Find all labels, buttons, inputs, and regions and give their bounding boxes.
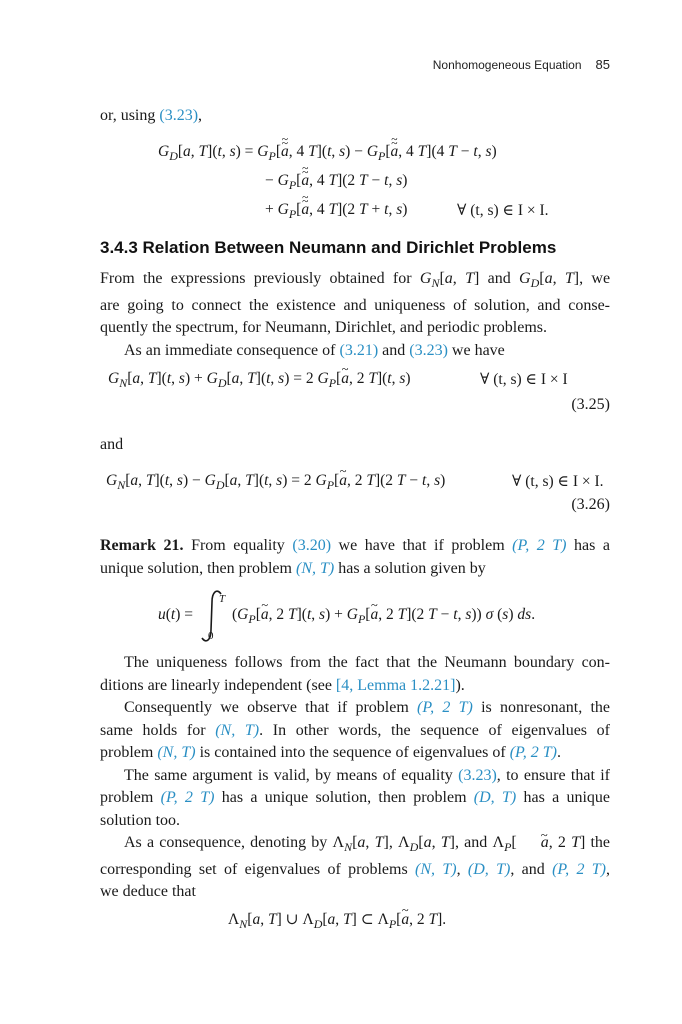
para2-suffix: we have: [447, 341, 505, 359]
para1-line3: quently the spectrum, for Neumann, Dirichlet, and periodic problems.: [100, 319, 547, 337]
remark-text2: we have that if problem: [331, 537, 513, 554]
running-header: [433, 57, 610, 72]
para2-mid: and: [378, 341, 410, 359]
remark-label: Remark 21.: [100, 537, 184, 554]
asc-line2a: corresponding set of eigenvalues of problems: [100, 860, 415, 878]
page-number: 85: [595, 57, 610, 72]
cons-line3c: .: [556, 744, 561, 761]
equation-number-3-26: (3.26): [571, 496, 610, 513]
same-line3: solution too.: [100, 811, 181, 829]
integral-upper-limit: T: [219, 593, 226, 605]
ref-3-20[interactable]: (3.20): [292, 537, 332, 554]
paragraph-1: From the expressions previously obtained for $G_N[a$, T] and $G_D[a$, T], we are going to connect the existence and uniqueness of solution, and conse- quently the spectrum, for Neumann, Dirichlet, and periodic problems. As an immediate consequence of (3.21) and (3.23) we have: [100, 270, 611, 359]
equation-number-3-25: (3.25): [571, 396, 610, 413]
equation-gd-domain: ∀ (t, s) ∈ I × I.: [457, 202, 549, 219]
para2-prefix: As an immediate consequence of: [124, 341, 340, 359]
cons-line1b: is nonresonant, the: [472, 699, 611, 716]
equation-3-25: $G_N[a$, T](t, $s) + G_D[a$, T](t, s) = 2 $G_P[a$ ~, 2 T](t, s): [108, 370, 411, 391]
and-word: and: [100, 436, 124, 453]
cons-line2a: same holds for: [100, 721, 216, 739]
same-line2a: problem: [100, 789, 161, 806]
ref-same-d-t[interactable]: (D, T): [473, 789, 517, 806]
same-line1b: , to ensure that if: [496, 766, 611, 784]
ref-asc-n-t[interactable]: (N, T): [415, 860, 457, 878]
ref-asc-d-t[interactable]: (D, T): [467, 860, 511, 878]
cons-line3b: is contained into the sequence of eigenvalues of: [195, 744, 510, 761]
asc-line1b: , and: [455, 834, 493, 851]
ref-problem-n-t[interactable]: (N, T): [295, 559, 335, 577]
intro-prefix: or, using: [100, 107, 160, 124]
ref-3-23[interactable]: (3.23): [159, 107, 199, 124]
running-title: Nonhomogeneous Equation: [432, 58, 582, 72]
uniq-line2a: ditions are linearly independent (see: [100, 676, 336, 694]
equation-gd-line3: + $G_P[\sim$ a ~, 4 T](2 T + t, s): [265, 201, 407, 222]
remark-text1: From equality: [183, 537, 293, 554]
uniq-line1: The uniqueness follows from the fact that the Neumann boundary con-: [124, 654, 610, 671]
same-line2c: has a unique: [516, 789, 611, 806]
section-heading: 3.4.3 Relation Between Neumann and Dirichlet Problems: [100, 238, 557, 257]
cons-line1a: Consequently we observe that if problem: [124, 699, 418, 716]
ref-lemma-1-2-21[interactable]: [4, Lemma 1.2.21]: [335, 676, 456, 694]
ref-asc-p-2t[interactable]: (P, 2 T): [552, 860, 607, 878]
para1-text-a: From the expressions previously obtained for: [100, 270, 412, 287]
same-line1a: The same argument is valid, by means of equality: [124, 766, 459, 784]
ref-same-p-2t[interactable]: (P, 2 T): [160, 789, 215, 806]
equation-u-integrand: ($G_P[a$ ~, 2 T](t, $s) + G_P[a$ ~, 2 T](2 T − t, s)) σ (s) ds.: [232, 606, 535, 627]
asc-line1c: the: [585, 834, 611, 851]
closing-paragraphs: The uniqueness follows from the fact that the Neumann boundary con- ditions are linearly independent (see [4, Lemma 1.2.21]). Consequently we observe that if problem (P, 2 T) is nonresonant, the same holds for (N, T). In other words, the sequence of eigenvalues of problem (N, T) is contained into the sequence of eigenvalues of (P, 2 T). The same argument is valid, by means of equality (3.23), to ensure that if problem (P, 2 T) has a unique solution, then problem (D, T) has a unique solution too. As a consequence, denoting by $\Lambda_N[a$, T], $\Lambda_D[a$, T], and $\Lambda_P$[ a ~, 2 T] the corresponding set of eigenvalues of problems (N, T), (D, T), and (P, 2 T), we deduce that: [100, 652, 610, 904]
ref-3-23-c[interactable]: (3.23): [458, 766, 497, 784]
equation-u-lhs: u(t) =: [158, 606, 194, 623]
ref-problem-p-2t[interactable]: (P, 2 T): [512, 537, 567, 554]
equation-3-26-domain: ∀ (t, s) ∈ I × I.: [512, 473, 604, 490]
equation-gd-line2: − $G_P[\sim$ a ~, 4 T](2 T − t, s): [265, 172, 407, 193]
asc-line3: we deduce that: [100, 883, 196, 901]
intro-suffix: ,: [198, 107, 203, 124]
remark-text3: has a: [566, 537, 611, 554]
para1-text-b: and: [487, 270, 511, 287]
para1-text-c: , we: [579, 270, 611, 287]
integral-lower-limit: 0: [208, 630, 214, 642]
uniq-line2b: ).: [455, 676, 465, 694]
remark-21: [100, 535, 610, 580]
ref-cons-p-2t-2[interactable]: (P, 2 T): [509, 744, 557, 761]
remark-line2a: unique solution, then problem: [100, 559, 296, 577]
and-line: [100, 434, 610, 457]
ref-cons-n-t-2[interactable]: (N, T): [157, 744, 196, 761]
equation-3-26: $G_N[a$, T](t, $s) - G_D[a$, T](t, s) = 2 $G_P[a$ ~, 2 T](2 T − t, s): [106, 472, 445, 493]
same-line2b: has a unique solution, then problem: [214, 789, 474, 806]
asc-line1a: As a consequence, denoting by: [124, 834, 333, 851]
intro-line: [100, 105, 610, 128]
equation-3-25-domain: ∀ (t, s) ∈ I × I: [480, 371, 568, 388]
ref-cons-n-t[interactable]: (N, T): [215, 721, 260, 739]
cons-line2b: . In other words, the sequence of eigenvalues of: [259, 721, 611, 739]
equation-eigen-inclusion: $\Lambda_N[a$, T] ∪ $\Lambda_D[a$, T] ⊂ $\Lambda_P[a$ ~, 2 T].: [228, 910, 446, 932]
equation-gd-line1: $G_D[a$, T](t, $s) = G_P[\sim$ a ~, 4 T](t, $s) - G_P[\sim$ a ~, 4 T](4 T − t, s): [158, 143, 497, 164]
cons-line3a: problem: [100, 744, 158, 761]
para1-line2: are going to connect the existence and uniqueness of solution, and conse-: [100, 296, 610, 314]
ref-3-21[interactable]: (3.21): [339, 341, 379, 359]
ref-cons-p-2t[interactable]: (P, 2 T): [417, 699, 473, 716]
remark-line2b: has a solution given by: [334, 559, 486, 577]
ref-3-23-b[interactable]: (3.23): [409, 341, 448, 359]
